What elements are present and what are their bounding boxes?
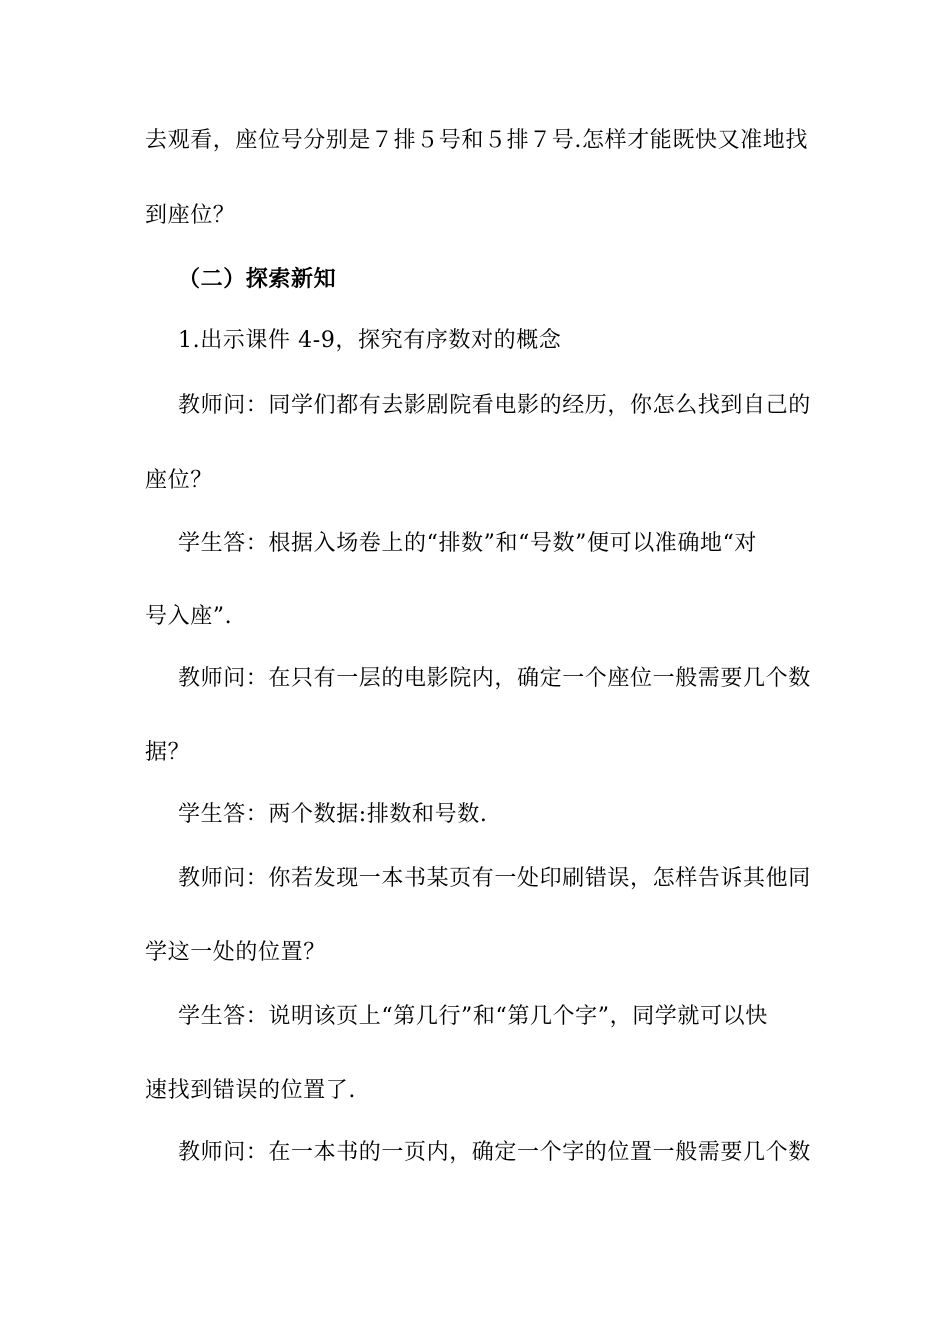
student-answer: 学生答：两个数据:排数和号数. [178,802,488,827]
paragraph-line: 号入座”. [145,604,233,629]
paragraph-line: 到座位？ [145,203,236,228]
paragraph-line: 学这一处的位置？ [145,940,326,965]
paragraph-line: 1.出示课件 4-9，探究有序数对的概念 [178,328,562,353]
teacher-question: 教师问：在只有一层的电影院内，确定一个座位一般需要几个数 [178,666,811,691]
paragraph-line: 速找到错误的位置了. [145,1078,356,1103]
student-answer: 学生答：根据入场卷上的“排数”和“号数”便可以准确地“对 [178,531,758,556]
paragraph-line: 去观看，座位号分别是７排５号和５排７号.怎样才能既快又准地找 [145,128,808,153]
student-answer: 学生答：说明该页上“第几行”和“第几个字”，同学就可以快 [178,1004,768,1029]
paragraph-line: 座位？ [145,468,213,493]
section-heading: （二）探索新知 [178,266,337,292]
teacher-question: 教师问：你若发现一本书某页有一处印刷错误，怎样告诉其他同 [178,866,811,891]
teacher-question: 教师问：在一本书的一页内，确定一个字的位置一般需要几个数 [178,1140,811,1165]
paragraph-line: 据？ [145,740,191,765]
teacher-question: 教师问：同学们都有去影剧院看电影的经历，你怎么找到自己的 [178,393,811,418]
